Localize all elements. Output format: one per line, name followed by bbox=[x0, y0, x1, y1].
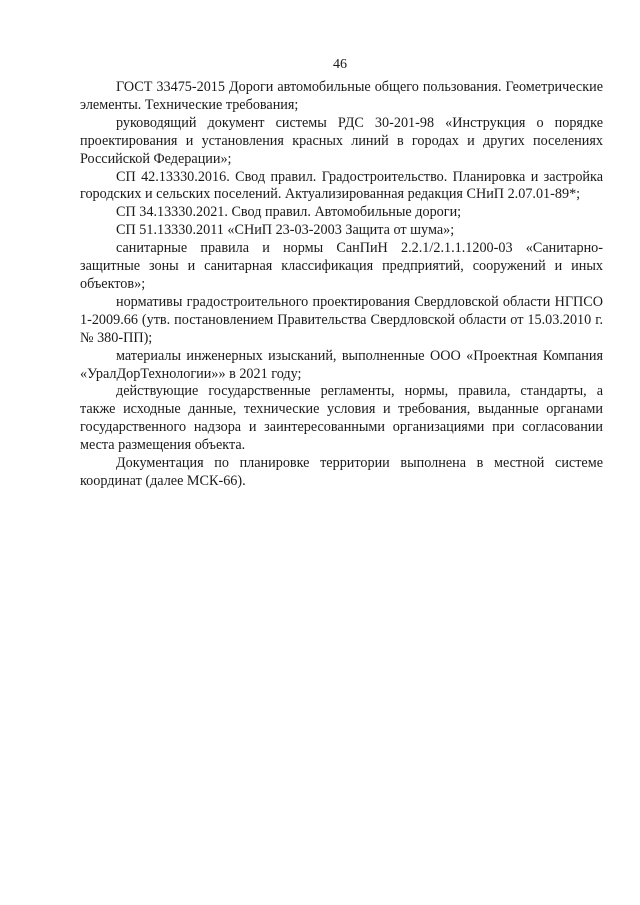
paragraph-sanpin: санитарные правила и нормы СанПиН 2.2.1/2.1.1.1200-03 «Санитарно-защитные зоны и санитарная классификация предприятий, сооружений и иных объектов»; bbox=[80, 240, 603, 292]
paragraph-sp-42-13330: СП 42.13330.2016. Свод правил. Градостроительство. Планировка и застройка городских и сельских поселений. Актуализированная редакция СНиП 2.07.01-89*; bbox=[80, 168, 603, 203]
paragraph-engineering-surveys: материалы инженерных изысканий, выполненные ООО «Проектная Компания «УралДорТехнологии»» в 2021 году; bbox=[80, 347, 603, 382]
page-number: 46 bbox=[333, 57, 347, 72]
paragraph-sp-51-13330: СП 51.13330.2011 «СНиП 23-03-2003 Защита от шума»; bbox=[116, 222, 455, 239]
paragraph-coordinate-system: Документация по планировке территории выполнена в местной системе координат (далее МСК-66). bbox=[80, 455, 603, 489]
paragraph-gost-33475: ГОСТ 33475-2015 Дороги автомобильные общего пользования. Геометрические элементы. Технические требования; bbox=[80, 79, 603, 113]
document-body bbox=[80, 79, 603, 491]
paragraph-state-regulations: действующие государственные регламенты, нормы, правила, стандарты, а также исходные данные, технические условия и требования, выданные органами государственного надзора и заинтересованными организациями при согласовании места размещения объекта. bbox=[80, 383, 603, 454]
paragraph-ngpso: нормативы градостроительного проектирования Свердловской области НГПСО 1-2009.66 (утв. постановлением Правительства Свердловской области от 15.03.2010 г. № 380-ПП); bbox=[80, 293, 603, 346]
paragraph-sp-34-13330: СП 34.13330.2021. Свод правил. Автомобильные дороги; bbox=[116, 204, 462, 221]
paragraph-rds-30-201-98: руководящий документ системы РДС 30-201-98 «Инструкция о порядке проектирования и установления красных линий в городах и других поселениях Российской Федерации»; bbox=[80, 114, 603, 167]
